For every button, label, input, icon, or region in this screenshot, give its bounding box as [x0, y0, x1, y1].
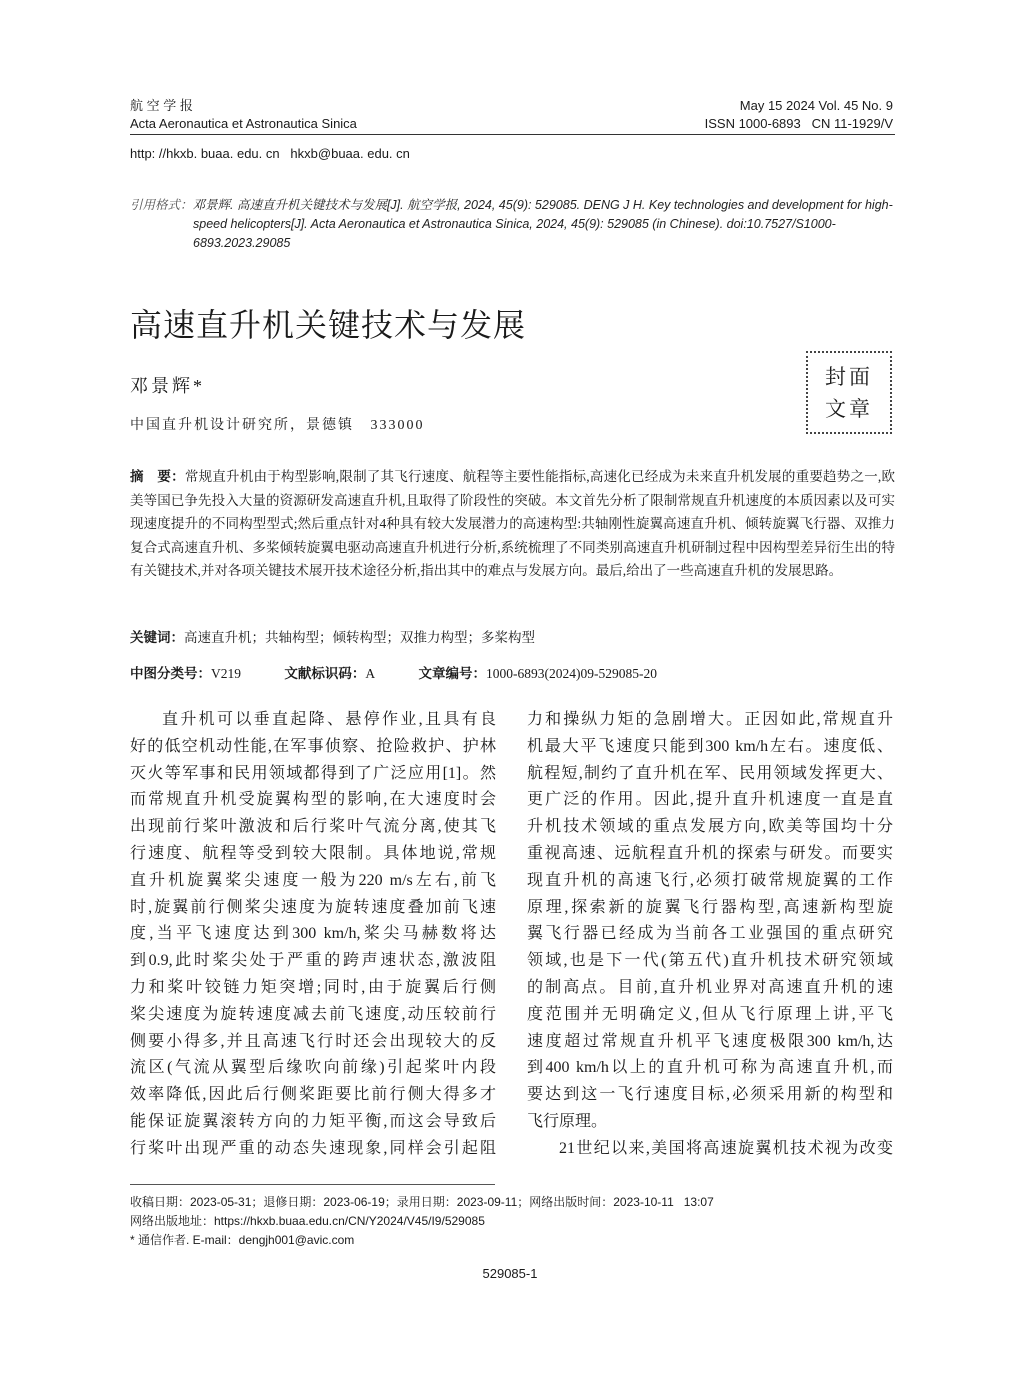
article-id-value: 1000-6893(2024)09-529085-20	[486, 666, 657, 681]
body-line: 直升机旋翼桨尖速度一般为220 m/s左右,前飞	[130, 871, 496, 889]
abstract	[130, 465, 895, 583]
keywords	[130, 626, 535, 646]
body-line: 重视高速、远航程直升机的探索与研发。而要实	[527, 844, 893, 862]
cover-article-stamp	[806, 351, 892, 434]
body-line: 好的低空机动性能,在军事侦察、抢险救护、护林	[130, 737, 496, 755]
doc-code-label: 文献标识码：	[284, 666, 366, 681]
body-line: 时,旋翼前行侧桨尖速度为旋转速度叠加前飞速	[130, 898, 496, 916]
body-line: 而常规直升机受旋翼构型的影响,在大速度时会	[130, 791, 496, 809]
body-line: 航程短,制约了直升机在军、民用领域发挥更大、	[527, 764, 893, 782]
footnote-rule	[130, 1184, 495, 1185]
classification	[130, 662, 895, 682]
page-title: 高速直升机关键技术与发展	[130, 307, 527, 343]
stamp-line-1: 封面	[825, 364, 873, 389]
issue-info: May 15 2024 Vol. 45 No. 9	[739, 98, 893, 113]
keywords-label: 关键词：	[130, 630, 184, 645]
citation	[130, 196, 895, 253]
body-line: 灭火等军事和民用领域都得到了广泛应用[1]。然	[130, 764, 496, 782]
footnote-corresponding: * 通信作者. E-mail：dengjh001@avic.com	[130, 1233, 355, 1247]
clc-label: 中图分类号：	[130, 666, 211, 681]
footnote-dates: 收稿日期：2023-05-31；退修日期：2023-06-19；录用日期：2023-09-11；网络出版时间：2023-10-11 13:07	[130, 1195, 714, 1209]
body-line: 翼飞行器已经成为当前各工业强国的重点研究	[527, 925, 893, 943]
journal-website: http: //hkxb. buaa. edu. cn hkxb@buaa. edu. cn	[130, 146, 410, 161]
body-line: 力和桨叶铰链力矩突增;同时,由于旋翼后行侧	[130, 978, 496, 996]
author: 邓景辉*	[130, 376, 205, 396]
clc-value: V219	[211, 666, 241, 681]
body-line: 桨尖速度为旋转速度减去前飞速度,动压较前行	[130, 1005, 496, 1023]
body-line: 出现前行桨叶激波和后行桨叶气流分离,使其飞	[130, 818, 496, 836]
body-line: 升机技术领域的重点发展方向,欧美等国均十分	[527, 818, 893, 836]
body-line: 到400 km/h以上的直升机可称为高速直升机,而	[527, 1059, 893, 1077]
body-line: 21世纪以来,美国将高速旋翼机技术视为改变	[559, 1139, 893, 1157]
abstract-label: 摘 要：	[130, 469, 185, 484]
article-id-label: 文章编号：	[418, 666, 486, 681]
affiliation: 中国直升机设计研究所，景德镇 333000	[130, 418, 425, 433]
body-line: 能保证旋翼滚转方向的力矩平衡,而这会导致后	[130, 1112, 496, 1130]
footnote-url: 网络出版地址：https://hkxb.buaa.edu.cn/CN/Y2024/V45/I9/529085	[130, 1214, 485, 1228]
body-line: 的制高点。目前,直升机业界对高速直升机的速	[527, 978, 893, 996]
keywords-text: 高速直升机；共轴构型；倾转构型；双推力构型；多桨构型	[184, 630, 535, 645]
body-line: 直升机可以垂直起降、悬停作业,且具有良	[162, 711, 496, 728]
journal-name-cn: 航 空 学 报	[130, 98, 193, 113]
body-line: 流区(气流从翼型后缘吹向前缘)引起桨叶内段	[130, 1059, 496, 1077]
body-column-right	[527, 707, 893, 1163]
body-line: 飞行原理。	[527, 1112, 608, 1130]
body-line: 现直升机的高速飞行,必须打破常规旋翼的工作	[527, 871, 893, 889]
body-line: 度范围并无明确定义,但从飞行原理上讲,平飞	[527, 1005, 893, 1023]
doc-code-value: A	[365, 666, 376, 681]
issn-info: ISSN 1000-6893 CN 11-1929/V	[704, 116, 893, 131]
body-line: 速度超过常规直升机平飞速度极限300 km/h,达	[527, 1032, 893, 1050]
citation-label: 引用格式：	[130, 198, 193, 212]
body-line: 行桨叶出现严重的动态失速现象,同样会引起阻	[130, 1139, 496, 1157]
header-rule	[130, 134, 895, 135]
stamp-line-2: 文章	[825, 396, 873, 421]
body-line: 行速度、航程等受到较大限制。具体地说,常规	[130, 844, 496, 862]
page-number: 529085-1	[482, 1266, 538, 1281]
body-line: 领域,也是下一代(第五代)直升机技术研究领域	[527, 952, 893, 970]
body-line: 侧要小得多,并且高速飞行时还会出现较大的反	[130, 1032, 496, 1050]
body-line: 到0.9,此时桨尖处于严重的跨声速状态,激波阻	[130, 952, 496, 970]
body-line: 要达到这一飞行速度目标,必须采用新的构型和	[527, 1086, 893, 1104]
journal-name-en: Acta Aeronautica et Astronautica Sinica	[130, 116, 357, 131]
footnotes	[130, 1193, 714, 1250]
body-line: 度,当平飞速度达到300 km/h,桨尖马赫数将达	[130, 925, 496, 943]
citation-text: 邓景辉. 高速直升机关键技术与发展[J]. 航空学报, 2024, 45(9): 529085. DENG J H. Key technologies and development for high-speed helicopters[J]. Acta Aeronautica et Astronautica Sinica, 2024, 45(9): 529085 (in Chinese). doi:10.7527/S1000-6893.2023.29085	[192, 198, 893, 250]
abstract-text: 常规直升机由于构型影响,限制了其飞行速度、航程等主要性能指标,高速化已经成为未来直升机发展的重要趋势之一,欧美等国已争先投入大量的资源研发高速直升机,且取得了阶段性的突破。本文首先分析了限制常规直升机速度的本质因素以及可实现速度提升的不同构型型式;然后重点针对4种具有较大发展潜力的高速构型:共轴刚性旋翼高速直升机、倾转旋翼飞行器、双推力复合式高速直升机、多桨倾转旋翼电驱动高速直升机进行分析,系统梳理了不同类别高速直升机研制过程中因构型差异衍生出的特有关键技术,并对各项关键技术展开技术途径分析,指出其中的难点与发展方向。最后,给出了一些高速直升机的发展思路。	[130, 469, 896, 578]
body-column-left	[130, 707, 496, 1163]
body-line: 机最大平飞速度只能到300 km/h左右。速度低、	[527, 737, 893, 755]
body-line: 原理,探索新的旋翼飞行器构型,高速新构型旋	[527, 898, 893, 916]
body-line: 力和操纵力矩的急剧增大。正因如此,常规直升	[527, 711, 893, 728]
body-line: 更广泛的作用。因此,提升直升机速度一直是直	[527, 791, 893, 809]
body-line: 效率降低,因此后行侧桨距要比前行侧大得多才	[130, 1086, 496, 1104]
